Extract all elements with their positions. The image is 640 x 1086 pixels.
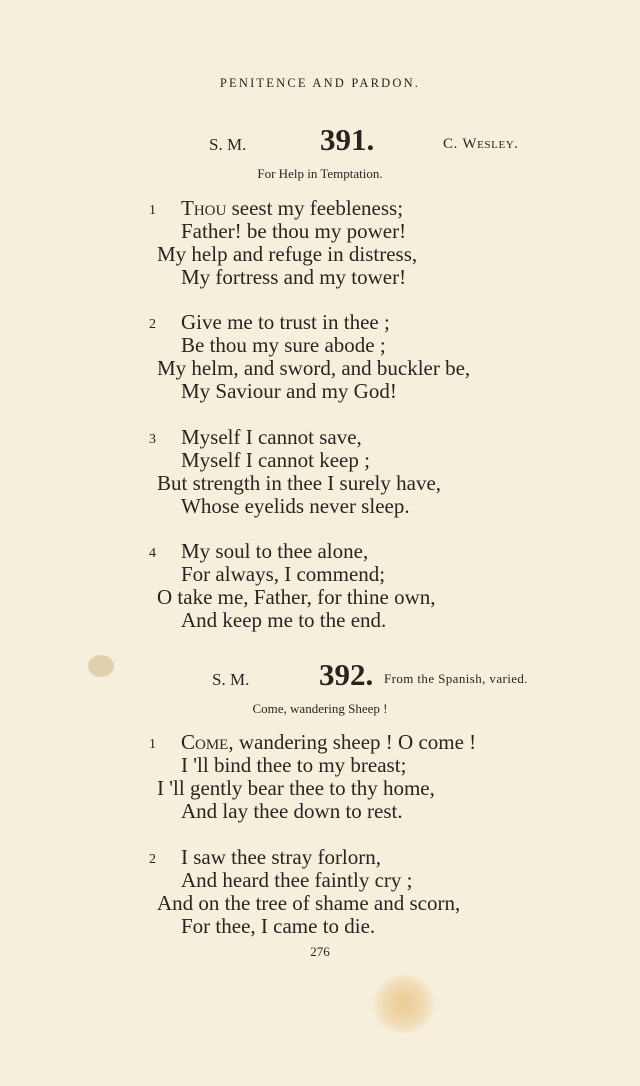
paper-stain bbox=[372, 975, 436, 1033]
verse-line: My Saviour and my God! bbox=[181, 379, 397, 403]
verse-line: Give me to trust in thee ; bbox=[181, 310, 390, 334]
hymn-author: From the Spanish, varied. bbox=[384, 671, 528, 686]
verse-line: I saw thee stray forlorn, bbox=[181, 845, 382, 869]
verse-line: My help and refuge in distress, bbox=[157, 242, 418, 266]
hymn-subtitle: For Help in Temptation. bbox=[257, 166, 383, 181]
verse-line: And lay thee down to rest. bbox=[181, 799, 403, 823]
running-head: PENITENCE AND PARDON. bbox=[219, 76, 421, 90]
hymn-meter: S. M. bbox=[209, 135, 247, 154]
verse-line: For thee, I came to die. bbox=[181, 914, 376, 938]
verse-line: For always, I commend; bbox=[181, 562, 386, 586]
verse-line bbox=[181, 196, 403, 221]
hymn-391-header bbox=[0, 120, 640, 160]
verse-line: And heard thee faintly cry ; bbox=[181, 868, 413, 892]
verse-line: And keep me to the end. bbox=[181, 608, 387, 632]
verse-line: I 'll gently bear thee to thy home, bbox=[157, 776, 435, 800]
verse-line bbox=[181, 730, 476, 755]
verse-line: My soul to thee alone, bbox=[181, 539, 369, 563]
initial-word: Come bbox=[181, 730, 229, 754]
line-rest: , wandering sheep ! O come ! bbox=[228, 730, 477, 754]
verse-number: 3 bbox=[149, 432, 156, 447]
verse-number: 2 bbox=[149, 317, 156, 332]
verse-line: My fortress and my tower! bbox=[181, 265, 407, 289]
hymn-subtitle: Come, wandering Sheep ! bbox=[252, 701, 388, 716]
verse-number: 1 bbox=[149, 203, 156, 218]
page-number: 276 bbox=[310, 944, 330, 959]
line-rest: seest my feebleness; bbox=[226, 196, 404, 220]
author-initial: C. bbox=[443, 136, 458, 152]
initial-word: Thou bbox=[181, 196, 227, 220]
verse-line: I 'll bind thee to my breast; bbox=[181, 753, 407, 777]
verse-line: Whose eyelids never sleep. bbox=[181, 494, 410, 518]
verse-line: My helm, and sword, and buckler be, bbox=[157, 356, 471, 380]
verse-number: 2 bbox=[149, 852, 156, 867]
author-surname: Wesley. bbox=[462, 136, 519, 152]
hymn-author bbox=[443, 136, 519, 153]
verse-line: O take me, Father, for thine own, bbox=[157, 585, 436, 609]
hymn-number: 392. bbox=[319, 657, 374, 692]
verse-line: And on the tree of shame and scorn, bbox=[157, 891, 461, 915]
verse-number: 1 bbox=[149, 737, 156, 752]
hymn-392-header bbox=[0, 655, 640, 695]
verse-line: Myself I cannot keep ; bbox=[181, 448, 370, 472]
verse-number: 4 bbox=[149, 546, 156, 561]
hymn-number: 391. bbox=[320, 122, 375, 157]
hymn-meter: S. M. bbox=[212, 670, 250, 689]
verse-line: Myself I cannot save, bbox=[181, 425, 362, 449]
verse-line: Be thou my sure abode ; bbox=[181, 333, 386, 357]
verse-line: But strength in thee I surely have, bbox=[157, 471, 442, 495]
verse-line: Father! be thou my power! bbox=[181, 219, 407, 243]
